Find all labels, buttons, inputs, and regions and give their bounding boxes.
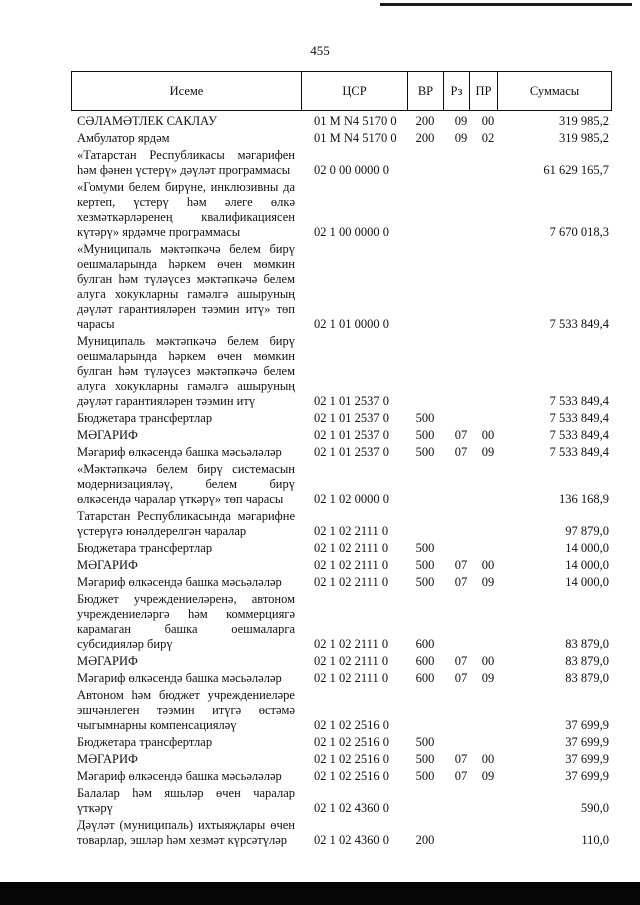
row-name-line: субсидияләр бирү [77, 637, 173, 651]
row-name-line: алуга хокукларны гамәлгә ашыруның [77, 379, 295, 393]
row-sum: 136 168,9 [559, 492, 609, 506]
row-name-line: МӘГАРИФ [77, 654, 138, 668]
row-sum: 14 000,0 [565, 558, 609, 572]
row-csr: 02 1 01 2537 0 [314, 445, 389, 459]
row-name-line: СӘЛАМӘТЛЕК САКЛАУ [77, 114, 217, 128]
table-row [0, 575, 640, 590]
row-name [77, 786, 295, 816]
row-name-line: алуга хокукларны гамәлгә ашыруның [77, 287, 295, 301]
row-csr: 02 1 02 2516 0 [314, 735, 389, 749]
row-csr: 02 1 02 0000 0 [314, 492, 389, 506]
row-sum: 83 879,0 [565, 654, 609, 668]
table-row [0, 688, 640, 733]
row-name-line: учреждениеләргә һәм коммерциягә [77, 607, 295, 621]
row-name [77, 242, 295, 332]
row-name-line: булган һәм түләүсез мәктәпкәчә белем [77, 272, 295, 286]
row-sum: 7 533 849,4 [549, 411, 609, 425]
row-csr: 02 1 02 2111 0 [314, 654, 389, 668]
row-vr: 500 [415, 769, 435, 783]
header-name: Исеме [169, 83, 204, 98]
row-sum: 7 533 849,4 [549, 428, 609, 442]
row-name [77, 688, 295, 733]
row-sum: 7 533 849,4 [549, 445, 609, 459]
row-name [77, 671, 295, 686]
row-csr: 02 1 02 2111 0 [314, 637, 389, 651]
row-sum: 7 670 018,3 [549, 225, 609, 239]
row-name [77, 735, 295, 750]
table-row [0, 786, 640, 816]
row-sum: 319 985,2 [559, 131, 609, 145]
row-name-line: карамаган башка оешмаларга [77, 622, 295, 636]
row-vr: 500 [415, 558, 435, 572]
row-name-line: Мәгариф өлкәсендә башка мәсьәләләр [77, 445, 282, 459]
row-csr: 02 1 02 2111 0 [314, 524, 389, 538]
header-csr: ЦСР [301, 72, 407, 110]
table-row [0, 509, 640, 539]
row-name-line: Мәгариф өлкәсендә башка мәсьәләләр [77, 575, 282, 589]
row-name-line: Муниципаль мәктәпкәчә белем бирү [77, 334, 295, 348]
row-rz: 09 [454, 131, 468, 145]
row-name-line: дәүләт гарантияләрен тәэмин итү» төп [77, 302, 295, 316]
table-row [0, 541, 640, 556]
row-name-line: һәм фәнен үстерү» дәүләт программасы [77, 163, 291, 177]
row-sum: 83 879,0 [565, 671, 609, 685]
row-vr: 200 [415, 131, 435, 145]
page-number: 455 [310, 43, 330, 58]
row-pr: 00 [481, 654, 495, 668]
row-pr: 00 [481, 558, 495, 572]
row-name-line: МӘГАРИФ [77, 428, 138, 442]
table-row [0, 462, 640, 507]
row-name [77, 462, 295, 507]
row-name-line: Бюджетара трансфертлар [77, 411, 213, 425]
row-sum: 319 985,2 [559, 114, 609, 128]
row-rz: 09 [454, 114, 468, 128]
row-sum: 110,0 [581, 833, 609, 847]
row-name [77, 654, 295, 669]
row-name-line: оешмаларында һәркем өчен мөмкин [77, 349, 295, 363]
row-name-line: өлкәсендә чаралар үткәрү» төп чарасы [77, 492, 284, 506]
row-name-line: үстерүгә юнәлдерелгән чаралар [77, 524, 247, 538]
table-row [0, 654, 640, 669]
row-sum: 7 533 849,4 [549, 317, 609, 331]
row-sum: 97 879,0 [565, 524, 609, 538]
row-name-line: күтәрү» ярдәмче программасы [77, 225, 241, 239]
row-name-line: эшчәнлеген тәэмин итүгә өстәмә [77, 703, 295, 717]
row-csr: 02 1 01 2537 0 [314, 428, 389, 442]
row-name-line: хезмәткәрләренең квалификациясен [77, 210, 295, 224]
row-name [77, 445, 295, 460]
row-vr: 500 [415, 541, 435, 555]
row-rz: 07 [454, 654, 468, 668]
row-vr: 200 [415, 114, 435, 128]
row-name-line: Автоном һәм бюджет учреждениеләре [77, 688, 295, 702]
row-vr: 600 [415, 637, 435, 651]
table-row [0, 592, 640, 652]
row-vr: 600 [415, 654, 435, 668]
row-name-line: булган һәм түләүсез мәктәпкәчә белем [77, 364, 295, 378]
row-pr: 09 [481, 575, 495, 589]
table-row [0, 558, 640, 573]
row-csr: 02 1 02 2111 0 [314, 671, 389, 685]
row-csr: 02 1 02 2111 0 [314, 575, 389, 589]
row-name-line: үткәрү [77, 801, 113, 815]
table-header [71, 71, 612, 111]
row-name-line: оешмаларында һәркем өчен мөмкин [77, 257, 295, 271]
table-row [0, 334, 640, 409]
row-name-line: Мәгариф өлкәсендә башка мәсьәләләр [77, 671, 282, 685]
row-name-line: кертеп, үстерү һәм әлеге өлкә [77, 195, 295, 209]
row-name [77, 752, 295, 767]
bottom-scan-bar [0, 882, 640, 905]
row-name [77, 131, 295, 146]
row-pr: 09 [481, 671, 495, 685]
row-name-line: Бюджетара трансфертлар [77, 735, 213, 749]
row-name-line: модернизацияләү, белем бирү [77, 477, 295, 491]
table-row [0, 735, 640, 750]
row-sum: 14 000,0 [565, 575, 609, 589]
row-name-line: «Татарстан Республикасы мәгарифен [77, 148, 295, 162]
row-rz: 07 [454, 445, 468, 459]
row-name [77, 592, 295, 652]
row-pr: 09 [481, 769, 495, 783]
row-name [77, 114, 295, 129]
row-sum: 7 533 849,4 [549, 394, 609, 408]
row-rz: 07 [454, 428, 468, 442]
row-rz: 07 [454, 558, 468, 572]
row-vr: 500 [415, 752, 435, 766]
row-name-line: «Гомуми белем бирүне, инклюзивны да [77, 180, 295, 194]
table-row [0, 180, 640, 240]
table-row [0, 752, 640, 767]
row-csr: 02 1 01 0000 0 [314, 317, 389, 331]
row-name [77, 541, 295, 556]
row-name [77, 334, 295, 409]
row-name-line: МӘГАРИФ [77, 558, 138, 572]
row-vr: 500 [415, 411, 435, 425]
row-csr: 02 1 00 0000 0 [314, 225, 389, 239]
row-sum: 83 879,0 [565, 637, 609, 651]
row-name-line: чарасы [77, 317, 115, 331]
row-sum: 14 000,0 [565, 541, 609, 555]
row-name-line: дәүләт гарантияләрен тәэмин итү [77, 394, 256, 408]
header-pr: ПР [469, 72, 497, 110]
row-name-line: Балалар һәм яшьләр өчен чаралар [77, 786, 295, 800]
table-row [0, 445, 640, 460]
row-name-line: Амбулатор ярдәм [77, 131, 170, 145]
row-name-line: «Муниципаль мәктәпкәчә белем бирү [77, 242, 295, 256]
row-name [77, 428, 295, 443]
table-row [0, 114, 640, 129]
row-vr: 500 [415, 735, 435, 749]
row-name-line: Мәгариф өлкәсендә башка мәсьәләләр [77, 769, 282, 783]
row-name [77, 148, 295, 178]
row-name-line: Дәүләт (муниципаль) ихтыяҗлары өчен [77, 818, 295, 832]
row-rz: 07 [454, 752, 468, 766]
row-name-line: МӘГАРИФ [77, 752, 138, 766]
row-name [77, 818, 295, 848]
table-row [0, 671, 640, 686]
row-name-line: чыгымнарны компенсацияләү [77, 718, 237, 732]
row-sum: 37 699,9 [565, 718, 609, 732]
row-name [77, 575, 295, 590]
row-csr: 02 1 02 2516 0 [314, 769, 389, 783]
row-pr: 00 [481, 752, 495, 766]
row-name-line: Бюджет учреждениеләренә, автоном [77, 592, 295, 606]
row-vr: 600 [415, 671, 435, 685]
row-sum: 37 699,9 [565, 752, 609, 766]
table-row [0, 818, 640, 848]
table-row [0, 411, 640, 426]
row-csr: 02 1 01 2537 0 [314, 411, 389, 425]
row-sum: 37 699,9 [565, 769, 609, 783]
row-vr: 500 [415, 428, 435, 442]
table-row [0, 131, 640, 146]
row-name-line: «Мәктәпкәчә белем бирү системасын [77, 462, 295, 476]
row-vr: 200 [415, 833, 435, 847]
row-csr: 02 1 02 2516 0 [314, 752, 389, 766]
row-vr: 500 [415, 445, 435, 459]
row-csr: 02 0 00 0000 0 [314, 163, 389, 177]
row-csr: 02 1 02 2111 0 [314, 558, 389, 572]
row-csr: 02 1 02 2516 0 [314, 718, 389, 732]
row-csr: 02 1 02 4360 0 [314, 801, 389, 815]
row-sum: 590,0 [580, 801, 609, 815]
header-vr: ВР [407, 72, 443, 110]
row-csr: 01 М N4 5170 0 [314, 131, 397, 145]
header-rz: Рз [443, 72, 469, 110]
row-pr: 02 [481, 131, 495, 145]
row-name [77, 558, 295, 573]
row-sum: 61 629 165,7 [543, 163, 609, 177]
row-name [77, 411, 295, 426]
row-vr: 500 [415, 575, 435, 589]
row-name-line: Бюджетара трансфертлар [77, 541, 213, 555]
row-name [77, 509, 295, 539]
row-rz: 07 [454, 671, 468, 685]
row-pr: 00 [481, 114, 495, 128]
row-name [77, 769, 295, 784]
top-rule [380, 3, 632, 6]
table-row [0, 148, 640, 178]
row-csr: 02 1 02 4360 0 [314, 833, 389, 847]
row-rz: 07 [454, 769, 468, 783]
row-csr: 02 1 01 2537 0 [314, 394, 389, 408]
row-csr: 01 М N4 5170 0 [314, 114, 397, 128]
row-csr: 02 1 02 2111 0 [314, 541, 389, 555]
table-row [0, 428, 640, 443]
row-name-line: Татарстан Республикасында мәгарифне [77, 509, 295, 523]
table-row [0, 769, 640, 784]
table-row [0, 242, 640, 332]
header-sum: Суммасы [497, 72, 611, 110]
row-pr: 09 [481, 445, 495, 459]
row-rz: 07 [454, 575, 468, 589]
row-name-line: товарлар, эшләр һәм хезмәт күрсәтүләр [77, 833, 288, 847]
row-name [77, 180, 295, 240]
row-pr: 00 [481, 428, 495, 442]
row-sum: 37 699,9 [565, 735, 609, 749]
